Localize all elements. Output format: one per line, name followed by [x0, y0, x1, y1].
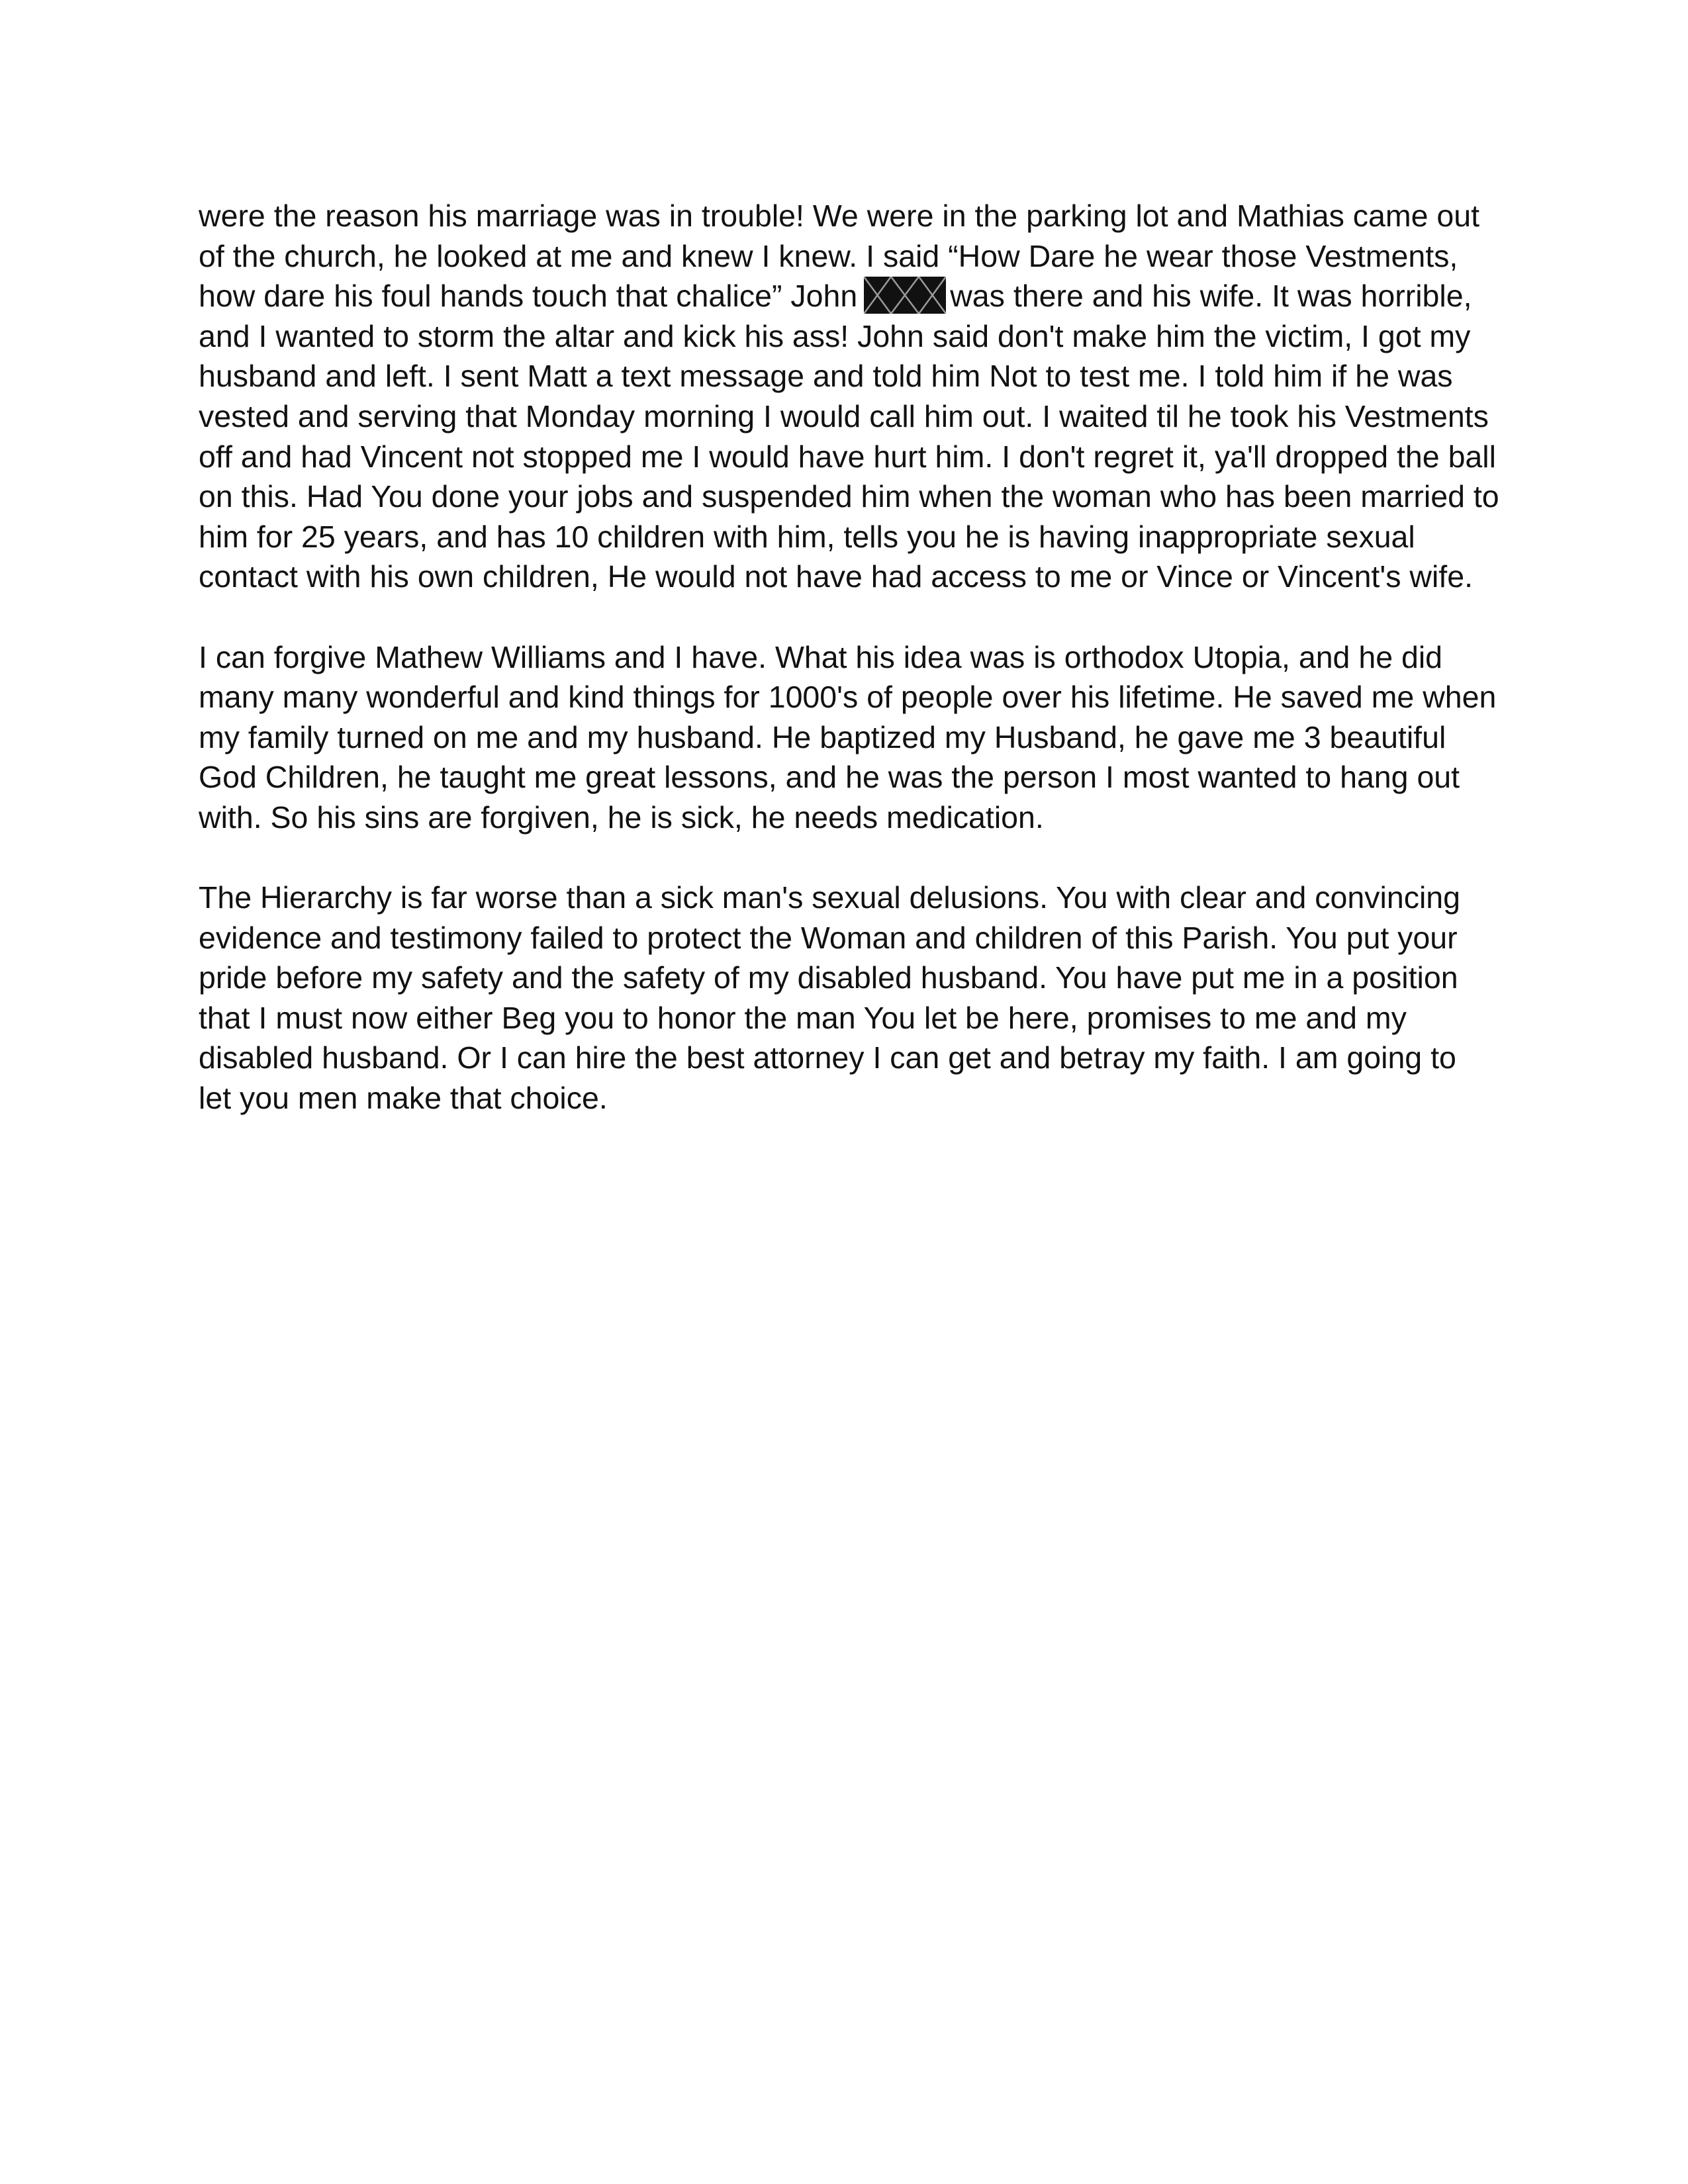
text-line: off and had Vincent not stopped me I would have hurt him. I don't regret it, ya'll dropped the ball	[199, 439, 1496, 474]
text-line: and I wanted to storm the altar and kick his ass! John said don't make him the victim, I got my	[199, 318, 1471, 353]
text-line: husband and left. I sent Matt a text message and told him Not to test me. I told him if he was	[199, 359, 1453, 394]
paragraph-2	[199, 637, 1496, 838]
text-line: The Hierarchy is far worse than a sick man's sexual delusions. You with clear and convincing	[199, 880, 1461, 915]
letter-body	[199, 196, 1499, 1158]
text-line: I can forgive Mathew Williams and I have. What his idea was is orthodox Utopia, and he did	[199, 639, 1443, 674]
text-line: let you men make that choice.	[199, 1081, 608, 1116]
redaction-box-icon	[864, 277, 946, 314]
text-line: God Children, he taught me great lessons, and he was the person I most wanted to hang out	[199, 760, 1460, 795]
text-line: my family turned on me and my husband. He baptized my Husband, he gave me 3 beautiful	[199, 719, 1446, 754]
text-line: disabled husband. Or I can hire the best attorney I can get and betray my faith. I am going to	[199, 1040, 1456, 1075]
text-line: contact with his own children, He would not have had access to me or Vince or Vincent's wife.	[199, 559, 1474, 594]
text-line: on this. Had You done your jobs and suspended him when the woman who has been married to	[199, 479, 1499, 514]
text-segment: was there and his wife. It was horrible,	[950, 279, 1472, 314]
text-line: evidence and testimony failed to protect the Woman and children of this Parish. You put your	[199, 920, 1458, 955]
text-line: vested and serving that Monday morning I would call him out. I waited til he took his Vestments	[199, 398, 1489, 433]
text-line-with-redaction	[199, 276, 1496, 316]
text-segment: how dare his foul hands touch that chalice” John	[199, 279, 858, 314]
text-line: him for 25 years, and has 10 children with him, tells you he is having inappropriate sexual	[199, 519, 1415, 554]
text-line: many many wonderful and kind things for 1000's of people over his lifetime. He saved me when	[199, 680, 1497, 715]
text-line: with. So his sins are forgiven, he is sick, he needs medication.	[199, 799, 1044, 835]
text-line: of the church, he looked at me and knew I knew. I said “How Dare he wear those Vestments,	[199, 238, 1458, 273]
paragraph-1	[199, 196, 1499, 597]
text-line: pride before my safety and the safety of my disabled husband. You have put me in a position	[199, 960, 1458, 995]
text-line: were the reason his marriage was in trouble! We were in the parking lot and Mathias came out	[199, 199, 1480, 233]
text-line: that I must now either Beg you to honor the man You let be here, promises to me and my	[199, 1000, 1407, 1035]
paragraph-3	[199, 878, 1496, 1118]
